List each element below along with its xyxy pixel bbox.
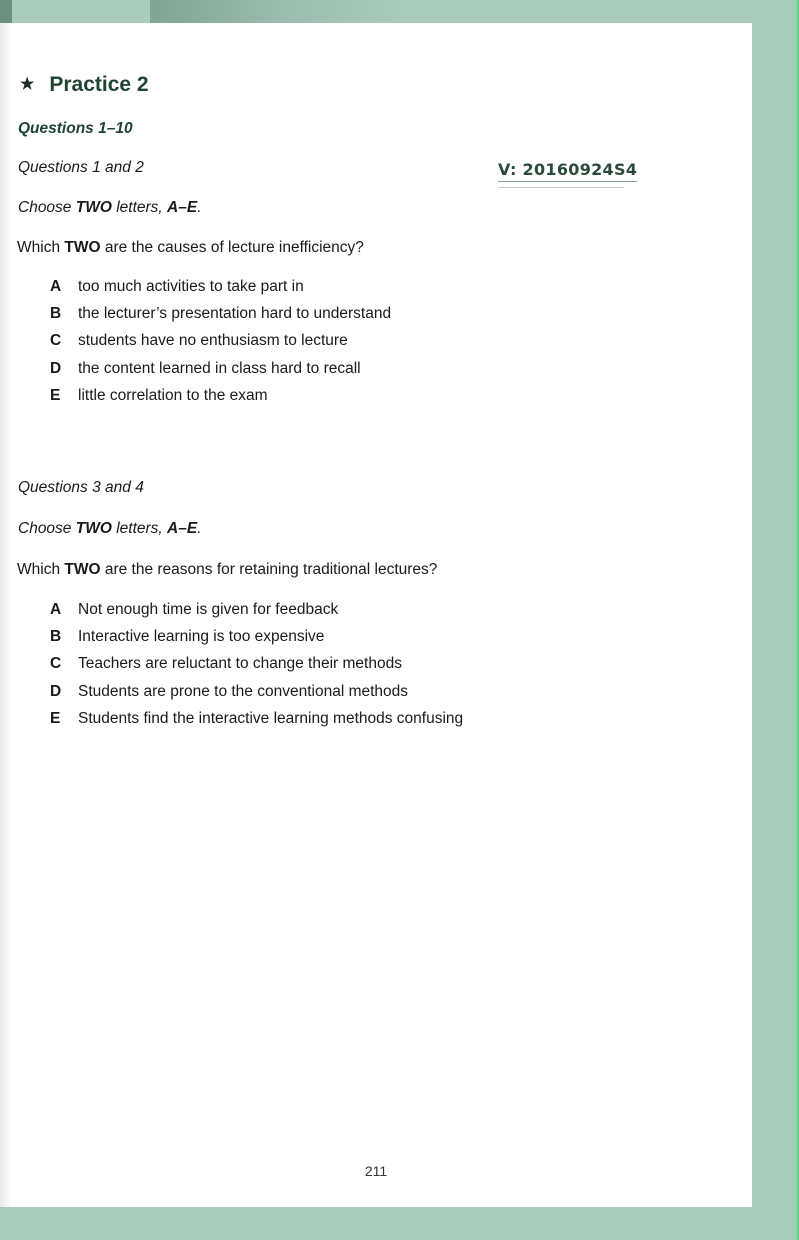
option-item[interactable] xyxy=(50,628,463,655)
option-text: Teachers are reluctant to change their methods xyxy=(78,655,402,673)
question-prompt xyxy=(17,561,437,579)
section-title: Practice 2 xyxy=(49,73,149,96)
option-letter: D xyxy=(50,359,62,377)
option-text: Students find the interactive learning methods confusing xyxy=(78,709,464,727)
option-text: too much activities to take part in xyxy=(78,278,304,295)
option-letter: E xyxy=(50,709,61,727)
prompt-text: are the reasons for retaining traditional lectures? xyxy=(100,561,438,578)
option-text: the content learned in class hard to recall xyxy=(78,359,361,377)
book-cover-edge-right xyxy=(791,0,799,1240)
instruction-bold: TWO xyxy=(75,520,112,537)
option-letter: A xyxy=(50,278,62,295)
option-text: Not enough time is given for feedback xyxy=(78,601,339,618)
option-item[interactable] xyxy=(50,360,391,387)
star-icon: ★ xyxy=(20,76,35,93)
option-letter: A xyxy=(50,601,62,618)
document-page xyxy=(0,23,752,1207)
scan-edge xyxy=(0,0,12,23)
option-text: Students are prone to the conventional methods xyxy=(78,682,409,700)
instruction-bold: A–E xyxy=(167,520,198,537)
instruction xyxy=(18,199,202,217)
question-group-label: Questions 3 and 4 xyxy=(18,479,144,496)
question-prompt xyxy=(17,239,364,257)
book-cover-edge-top xyxy=(150,0,799,23)
version-code: V: 20160924S4 xyxy=(498,160,637,182)
option-text: the lecturer’s presentation hard to understand xyxy=(78,305,392,323)
option-item[interactable] xyxy=(50,305,391,332)
prompt-bold: TWO xyxy=(64,239,101,256)
option-item[interactable] xyxy=(50,710,463,737)
section-heading xyxy=(20,73,149,97)
option-letter: C xyxy=(50,655,62,673)
option-letter: B xyxy=(50,628,62,646)
option-item[interactable] xyxy=(50,601,463,628)
instruction-text: letters, xyxy=(111,199,168,216)
option-letter: C xyxy=(50,332,62,350)
page-gutter-shadow xyxy=(0,23,12,1207)
option-item[interactable] xyxy=(50,278,391,305)
instruction-text: Choose xyxy=(18,199,76,216)
option-item[interactable] xyxy=(50,655,463,682)
instruction-text: letters, xyxy=(111,520,168,537)
option-letter: D xyxy=(50,682,62,700)
prompt-text: Which xyxy=(17,239,65,256)
prompt-text: Which xyxy=(17,561,65,578)
option-text: little correlation to the exam xyxy=(78,386,268,404)
questions-range-heading: Questions 1–10 xyxy=(18,120,133,137)
prompt-bold: TWO xyxy=(64,561,101,578)
option-text: students have no enthusiasm to lecture xyxy=(78,332,348,350)
instruction-text: Choose xyxy=(18,520,76,537)
option-text: Interactive learning is too expensive xyxy=(78,628,325,646)
option-letter: E xyxy=(50,386,61,404)
page-number: 211 xyxy=(364,1163,388,1179)
option-item[interactable] xyxy=(50,332,391,359)
prompt-text: are the causes of lecture inefficiency? xyxy=(100,239,364,256)
instruction-text: . xyxy=(197,199,202,216)
option-letter: B xyxy=(50,305,62,323)
option-list xyxy=(50,601,463,737)
question-group-label: Questions 1 and 2 xyxy=(18,159,144,176)
option-list xyxy=(50,278,391,414)
instruction-bold: TWO xyxy=(75,199,112,216)
option-item[interactable] xyxy=(50,387,391,414)
instruction xyxy=(18,520,202,538)
version-underline xyxy=(498,187,624,188)
instruction-bold: A–E xyxy=(167,199,198,216)
option-item[interactable] xyxy=(50,683,463,710)
instruction-text: . xyxy=(197,520,202,537)
